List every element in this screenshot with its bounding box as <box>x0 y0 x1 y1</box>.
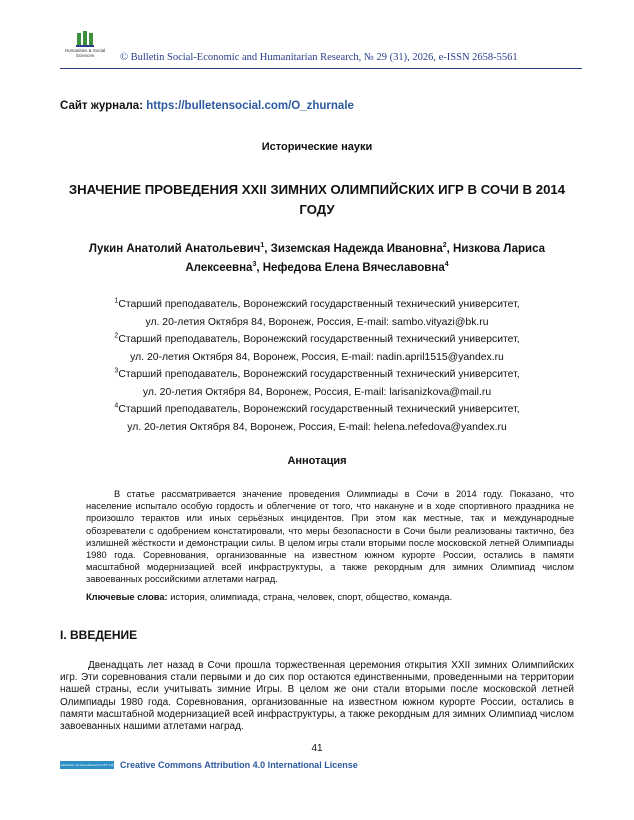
author-name: Зиземская Надежда Ивановна <box>270 243 443 255</box>
affiliation-item <box>60 331 574 366</box>
keywords <box>86 592 574 602</box>
journal-logo <box>60 30 110 66</box>
affiliation-line: ул. 20-летия Октября 84, Воронеж, Россия, E-mail: nadin.april1515@yandex.ru <box>130 351 504 363</box>
site-label: Сайт журнала: <box>60 100 147 112</box>
article-title: ЗНАЧЕНИЕ ПРОВЕДЕНИЯ XXII ЗИМНИХ ОЛИМПИЙСКИХ ИГР В СОЧИ В 2014 ГОДУ <box>68 182 566 217</box>
journal-site <box>60 100 354 112</box>
license-link[interactable]: Creative Commons Attribution 4.0 International License <box>120 760 358 770</box>
affiliations <box>60 296 574 436</box>
author-ref: 4 <box>444 261 449 269</box>
page-number: 41 <box>311 743 323 754</box>
affiliation-line: Старший преподаватель, Воронежский государственный технический университет, <box>118 369 520 380</box>
affiliation-ref: 2 <box>114 332 119 340</box>
affiliation-ref: 4 <box>114 402 119 410</box>
author-ref: 1 <box>260 242 265 250</box>
affiliation-item <box>60 401 574 436</box>
authors-list: Лукин Анатолий Анатольевич$^1$, Зиземская Надежда Ивановна$^2$, Низкова Лариса Алексеевна$^3$, Нефедова Елена Вячеславовна$^4$ <box>88 242 546 274</box>
logo-caption: Humanities & Social Sciences <box>64 48 106 58</box>
affiliation-ref: 1 <box>114 297 119 305</box>
author-name: Лукин Анатолий Анатольевич <box>88 243 261 255</box>
affiliation-line: Старший преподаватель, Воронежский государственный технический университет, <box>118 404 520 415</box>
affiliation-line: ул. 20-летия Октября 84, Воронеж, Россия, E-mail: helena.nefedova@yandex.ru <box>127 421 507 433</box>
intro-heading: I. ВВЕДЕНИЕ <box>60 628 138 642</box>
author-name: Нефедова Елена Вячеславовна <box>262 262 445 274</box>
intro-text: Двенадцать лет назад в Сочи прошла торжественная церемония открытия XXII зимних Олимпийских игр. Эти соревнования стали первыми и до сих пор остаются единственными, проведенными на территории нашей страны, если учитывать зимние Игры. В целом же они стали вторыми после московской летней Олимпиады 1980 года. Соревнования, организованные на известном южном курорте России, остались в памяти масштабной модернизацией всей инфраструктуры, а также рекордным для зимних Олимпиад числом завоеванных нашими атлетами наград. <box>60 660 574 733</box>
author-ref: 3 <box>252 261 257 269</box>
header-divider <box>60 68 582 69</box>
affiliation-ref: 3 <box>114 367 119 375</box>
affiliation-item <box>60 296 574 331</box>
affiliation-line: Старший преподаватель, Воронежский государственный технический университет, <box>118 299 520 310</box>
journal-citation: © Bulletin Social-Economic and Humanitarian Research, № 29 (31), 2026, e-ISSN 2658-5561 <box>120 52 518 63</box>
keywords-label: Ключевые слова: <box>86 592 168 602</box>
cc-badge-text: Attribution 4.0 International (CC BY 4.0) <box>60 763 114 767</box>
section-heading: Исторические науки <box>261 141 373 153</box>
author-name: Низкова Лариса Алексеевна <box>185 243 546 274</box>
affiliation-item <box>60 366 574 401</box>
abstract-text: В статье рассматривается значение проведения Олимпиады в Сочи в 2014 году. Показано, что население испытало особую гордость и облегчение от того, что накануне и в ходе спортивного праздника не произошло терактов или иных серьёзных инцидентов. При этом как местные, так и международные обозреватели с одобрением констатировали, что меры безопасности в Сочи были реализованы тактично, без излишней жёсткости и демонстрации силы. В целом игры стали вторыми после московской летней Олимпиады 1980 года. Соревнования, организованные на известном южном курорте России, остались в памяти масштабной модернизацией всей инфраструктуры, а также рекордным для зимних Олимпиад числом завоеванных российскими атлетами наград. <box>86 489 574 585</box>
affiliation-line: Старший преподаватель, Воронежский государственный технический университет, <box>118 334 520 345</box>
author-ref: 2 <box>442 242 447 250</box>
book-logo-icon <box>76 30 94 48</box>
affiliation-line: ул. 20-летия Октября 84, Воронеж, Россия, E-mail: sambo.vityazi@bk.ru <box>145 316 489 328</box>
keywords-text: история, олимпиада, страна, человек, спорт, общество, команда. <box>167 592 453 602</box>
site-link[interactable]: https://bulletensocial.com/O_zhurnale <box>146 100 354 112</box>
affiliation-line: ул. 20-летия Октября 84, Воронеж, Россия, E-mail: larisanizkova@mail.ru <box>142 386 492 398</box>
abstract-heading: Аннотация <box>287 455 347 467</box>
cc-license-badge[interactable] <box>60 761 114 769</box>
